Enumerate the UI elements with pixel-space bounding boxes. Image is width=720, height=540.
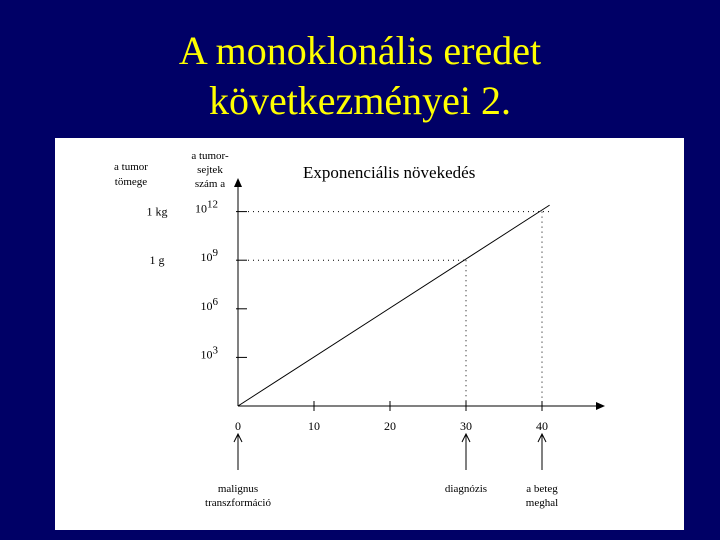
y-tick-label-1: 106 xyxy=(200,295,218,313)
chart-figure xyxy=(55,138,684,530)
annotation-label-0-0: malignus xyxy=(217,483,259,495)
y-tick-label-0: 103 xyxy=(200,344,218,362)
x-tick-label-2: 20 xyxy=(384,419,396,433)
mass-label-0: 1 g xyxy=(149,253,165,268)
x-tick-label-0: 0 xyxy=(235,419,241,433)
y-tick-label-2: 109 xyxy=(200,247,218,265)
annotation-label-2-0: a beteg xyxy=(526,483,558,495)
slide-title-line-1: A monoklonális eredet xyxy=(178,28,542,73)
chart-title: Exponenciális növekedés xyxy=(303,163,476,182)
slide-title-line-2: következményei 2. xyxy=(208,78,512,123)
mass-header-line-2: tömege xyxy=(114,176,148,188)
growth-line-0 xyxy=(238,205,550,406)
x-tick-label-3: 30 xyxy=(460,419,472,433)
cells-header-line-2: sejtek xyxy=(197,164,223,176)
annotation-label-2-1: meghal xyxy=(525,497,559,509)
cells-header-line-1: a tumor- xyxy=(191,150,229,162)
y-tick-label-3: 1012 xyxy=(195,198,218,216)
mass-label-1: 1 kg xyxy=(146,204,168,219)
annotation-label-1-0: diagnózis xyxy=(444,483,488,495)
y-axis-arrow xyxy=(234,178,242,187)
x-tick-label-1: 10 xyxy=(308,419,320,433)
annotation-label-0-1: transzformáció xyxy=(205,497,271,509)
cells-header-line-3: szám a xyxy=(194,178,226,190)
x-axis-arrow xyxy=(596,402,605,410)
exponential-growth-chart xyxy=(55,138,684,530)
slide-title xyxy=(0,26,720,126)
mass-header-line-1: a tumor xyxy=(114,161,148,173)
x-tick-label-4: 40 xyxy=(536,419,548,433)
